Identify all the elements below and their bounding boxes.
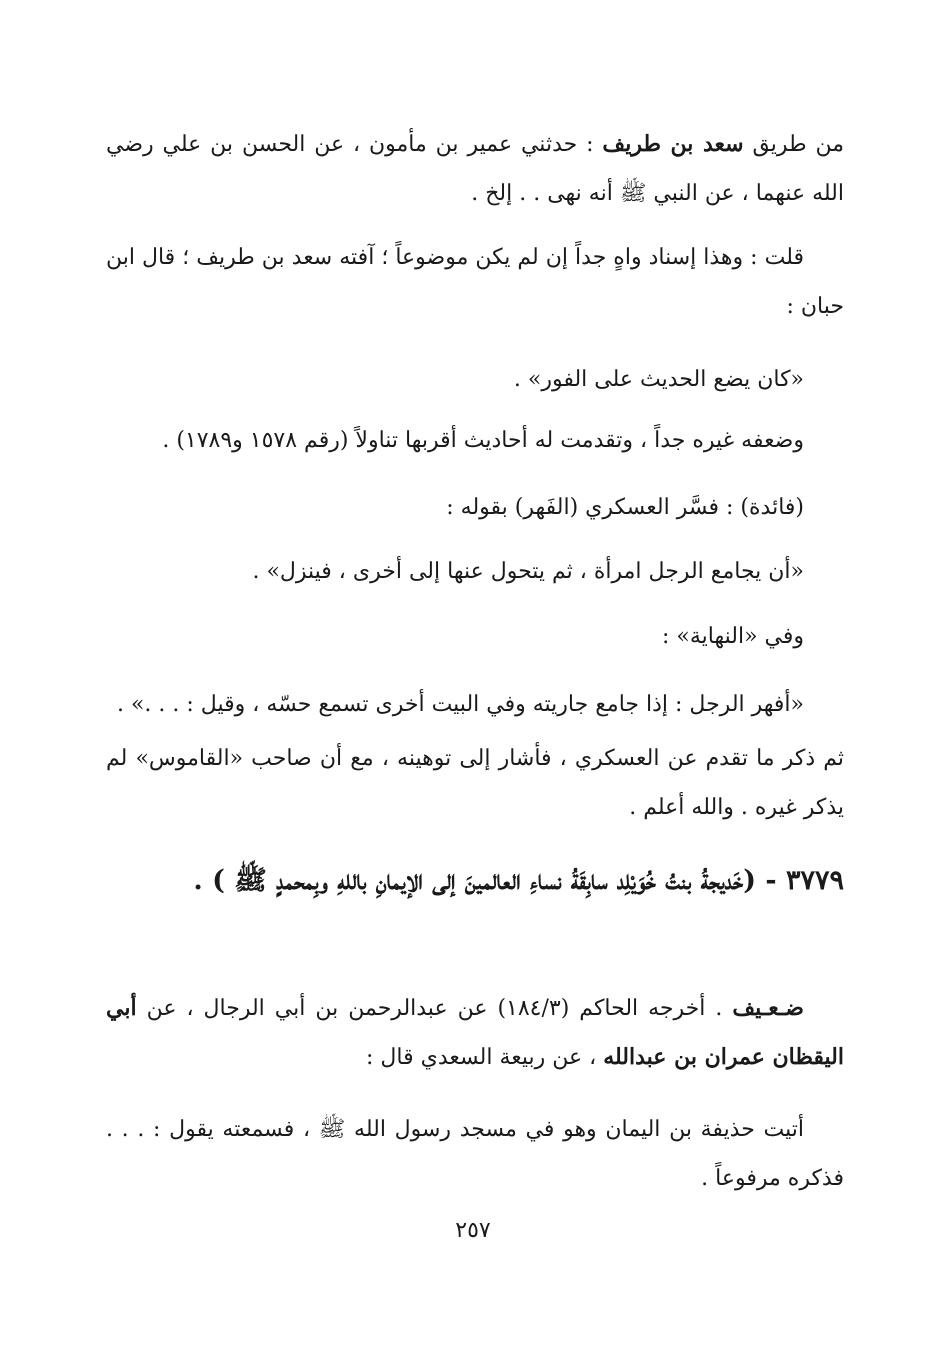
paragraph-benefit: (فائدة) : فسَّر العسكري (الفَهر) بقوله :	[446, 495, 804, 520]
quote-askari: «أن يجامع الرجل امرأة ، ثم يتحول عنها إلى أخرى ، فينزل» .	[252, 559, 804, 584]
paragraph-weakness: وضعفه غيره جداً ، وتقدمت له أحاديث أقربها تناولاً (رقم ١٥٧٨ و١٧٨٩) .	[162, 428, 804, 453]
paragraph-hudhayfa: أتيت حذيفة بن اليمان وهو في مسجد رسول الله ﷺ ، فسمعته يقول : . . . فذكره مرفوعاً .	[106, 1117, 844, 1191]
narrator-name: سعد بن طريف	[602, 131, 744, 157]
grading-label: ضـعـيف	[732, 995, 804, 1021]
grading-source: . أخرجه الحاكم (١٨٤/٣) عن عبدالرحمن بن أبي الرجال ، عن	[136, 996, 733, 1021]
quote-ibn-hibban: «كان يضع الحديث على الفور» .	[513, 367, 804, 392]
chain-rest: : حدثني عمير بن مأمون ، عن الحسن بن علي رضي الله عنهما ، عن النبي ﷺ أنه نهى . . إلخ .	[106, 132, 844, 206]
grading-rest: ، عن ربيعة السعدي قال :	[366, 1045, 604, 1070]
narrator-name-2: أبي اليقظان عمران بن عبدالله	[106, 995, 844, 1070]
paragraph-comment: قلت : وهذا إسناد واهٍ جداً إن لم يكن موضوعاً ؛ آفته سعد بن طريف ؛ قال ابن حبان :	[106, 245, 844, 319]
paragraph-nihaya: وفي «النهاية» :	[661, 624, 804, 649]
chain-prefix: من طريق	[743, 132, 845, 157]
paragraph-qamus: ثم ذكر ما تقدم عن العسكري ، فأشار إلى توهينه ، مع أن صاحب «القاموس» لم يذكر غيره . والله أعلم .	[106, 746, 844, 820]
paragraph-chain	[106, 120, 844, 218]
page-number: ٢٥٧	[455, 1218, 491, 1243]
quote-nihaya: «أفهر الرجل : إذا جامع جاريته وفي البيت أخرى تسمع حسّه ، وقيل : . . .» .	[116, 692, 804, 717]
hadith-heading: ٣٧٧٩ - (خَديجةُ بنتُ خُوَيْلِد سابِقَةُ نساءِ العالمينَ إلى الإيمانِ باللهِ وبِمحمدٍ ﷺ ) .	[193, 865, 844, 896]
paragraph-grading	[106, 984, 844, 1082]
